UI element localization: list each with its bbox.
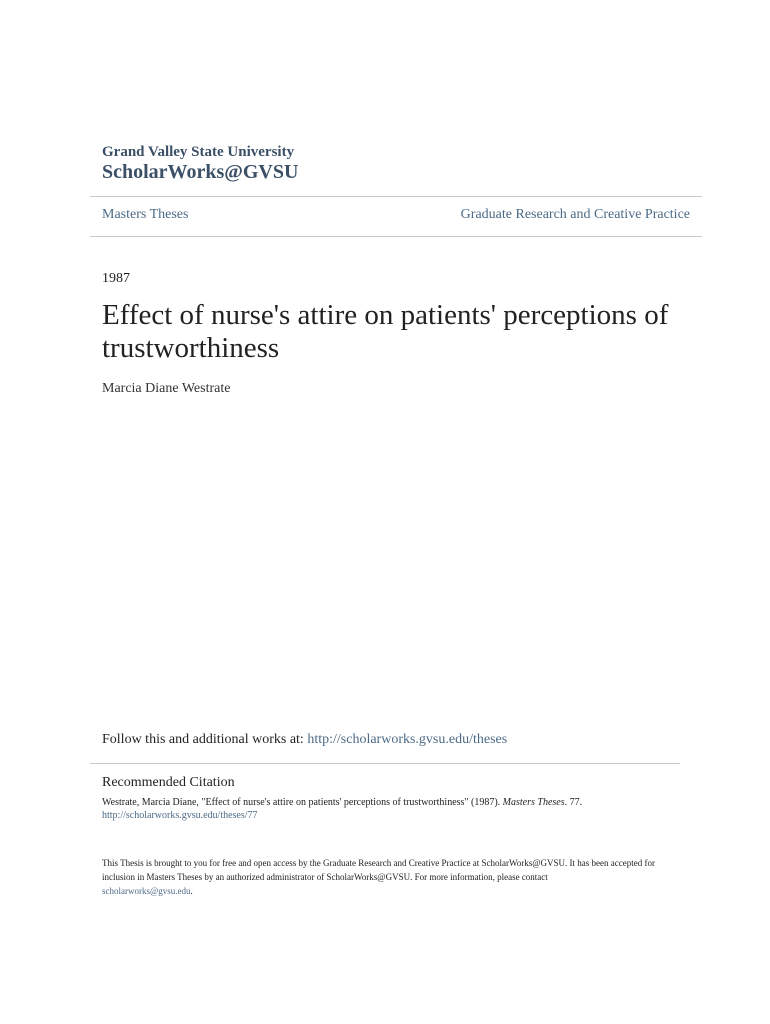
divider-top — [90, 196, 702, 197]
divider-citation — [90, 763, 680, 764]
institution-name: Grand Valley State University — [102, 144, 295, 160]
repository-name[interactable]: ScholarWorks@GVSU — [102, 161, 299, 183]
notice-end: . — [190, 886, 193, 896]
access-notice — [102, 856, 682, 898]
notice-text: This Thesis is brought to you for free and open access by the Graduate Research and Creative Practice at ScholarWorks@GVSU. It has been accepted for inclusion in Masters Theses by an authorized administrator of ScholarWorks@GVSU. For more information, please contact — [102, 858, 655, 882]
citation-text: Westrate, Marcia Diane, "Effect of nurse's attire on patients' perceptions of trustworthiness" (1987). — [102, 797, 503, 808]
follow-label: Follow this and additional works at: — [102, 732, 308, 747]
publication-year: 1987 — [102, 271, 130, 286]
masters-theses-link[interactable]: Masters Theses — [102, 207, 189, 222]
citation-url-link[interactable]: http://scholarworks.gvsu.edu/theses/77 — [102, 810, 258, 821]
divider-mid — [90, 236, 702, 237]
graduate-research-link[interactable]: Graduate Research and Creative Practice — [460, 207, 690, 222]
author-name: Marcia Diane Westrate — [102, 381, 231, 396]
document-title: Effect of nurse's attire on patients' perceptions of trustworthiness — [102, 299, 669, 364]
citation-number: . 77. — [564, 797, 583, 808]
follow-line — [102, 732, 507, 748]
theses-url-link[interactable]: http://scholarworks.gvsu.edu/theses — [307, 732, 508, 747]
recommended-citation-heading: Recommended Citation — [102, 775, 235, 790]
contact-email-link[interactable]: scholarworks@gvsu.edu — [102, 886, 191, 896]
citation-block — [102, 796, 702, 822]
citation-series: Masters Theses — [502, 797, 565, 808]
